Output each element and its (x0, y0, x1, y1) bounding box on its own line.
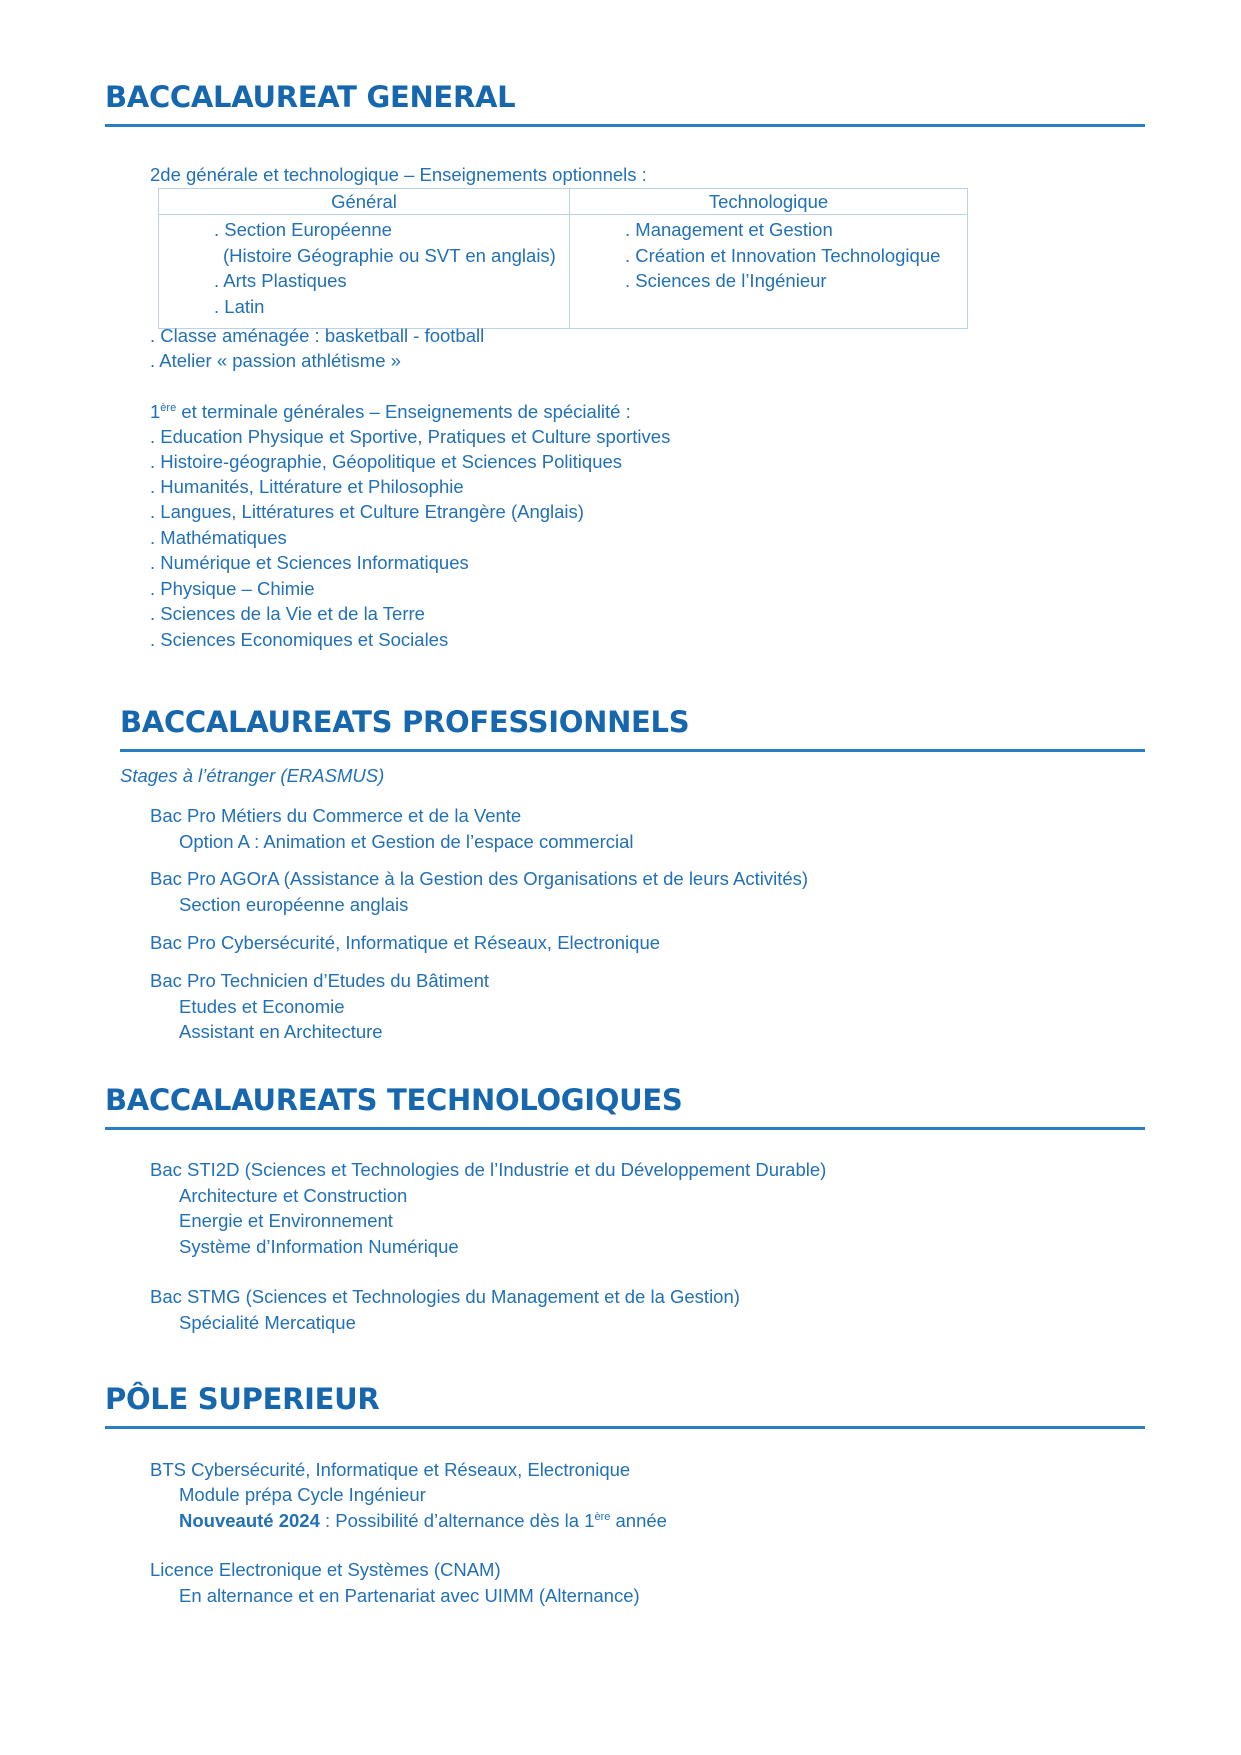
nouveaute-label: Nouveauté 2024 (179, 1510, 320, 1531)
list-item: Assistant en Architecture (179, 1021, 383, 1042)
list-item: . Sciences de la Vie et de la Terre (150, 603, 425, 624)
list-item: . Mathématiques (150, 527, 287, 548)
superscript: ère (160, 401, 177, 414)
list-item: . Histoire-géographie, Géopolitique et Sciences Politiques (150, 451, 623, 472)
list-item: Bac Pro Cybersécurité, Informatique et Réseaux, Electronique (150, 932, 661, 953)
general-options-cell (159, 215, 570, 329)
bts-title: BTS Cybersécurité, Informatique et Réseaux, Electronique (150, 1459, 631, 1480)
licence-detail: En alternance et en Partenariat avec UIMM (Alternance) (179, 1585, 640, 1606)
section-heading-pro: BACCALAUREATS PROFESSIONNELS (120, 705, 1145, 752)
list-item: (Histoire Géographie ou SVT en anglais) (223, 244, 556, 266)
list-item: Bac Pro Métiers du Commerce et de la Vente (150, 805, 522, 826)
licence-title: Licence Electronique et Systèmes (CNAM) (150, 1559, 501, 1580)
list-item: . Création et Innovation Technologique (625, 244, 941, 266)
list-item: . Education Physique et Sportive, Pratiques et Culture sportives (150, 426, 671, 447)
list-item: Energie et Environnement (179, 1210, 393, 1231)
list-item: . Sciences de l’Ingénieur (625, 270, 827, 291)
list-item: Option A : Animation et Gestion de l’espace commercial (179, 831, 634, 852)
list-item: Bac STI2D (Sciences et Technologies de l’Industrie et du Développement Durable) (150, 1159, 827, 1180)
list-item: . Numérique et Sciences Informatiques (150, 552, 469, 573)
section-heading-techno: BACCALAUREATS TECHNOLOGIQUES (105, 1083, 1145, 1130)
options-table (158, 188, 968, 329)
list-item: . Section Européenne (214, 219, 392, 240)
list-item: . Latin (214, 295, 265, 317)
techno-options-cell (570, 215, 968, 329)
section-heading-superieur: PÔLE SUPERIEUR (105, 1382, 1145, 1429)
list-item: . Sciences Economiques et Sociales (150, 629, 449, 650)
extra-classe-amenagee: . Classe aménagée : basketball - football (150, 325, 485, 346)
list-item: . Arts Plastiques (214, 270, 347, 291)
list-item: . Management et Gestion (625, 219, 833, 240)
extra-atelier: . Atelier « passion athlétisme » (150, 350, 401, 371)
table-header-general: Général (159, 189, 570, 215)
list-item: . Humanités, Littérature et Philosophie (150, 476, 464, 497)
list-item: . Langues, Littératures et Culture Etrangère (Anglais) (150, 501, 584, 522)
list-item: Spécialité Mercatique (179, 1312, 356, 1333)
list-item: Bac STMG (Sciences et Technologies du Management et de la Gestion) (150, 1286, 740, 1307)
section-heading-general: BACCALAUREAT GENERAL (105, 80, 1145, 127)
list-item: Architecture et Construction (179, 1185, 408, 1206)
list-item: Section européenne anglais (179, 894, 409, 915)
list-item: . Physique – Chimie (150, 578, 315, 599)
module-prepa: Module prépa Cycle Ingénieur (179, 1484, 426, 1505)
nouveaute-line: Nouveauté 2024 : Possibilité d’alternance dès la 1ère année (179, 1510, 667, 1531)
list-item: Bac Pro Technicien d’Etudes du Bâtiment (150, 970, 490, 991)
stages-etranger: Stages à l’étranger (ERASMUS) (120, 765, 385, 786)
table-header-technologique: Technologique (570, 189, 968, 215)
superscript: ère (594, 1510, 611, 1523)
list-item: Bac Pro AGOrA (Assistance à la Gestion des Organisations et de leurs Activités) (150, 868, 809, 889)
seconde-title: 2de générale et technologique – Enseignements optionnels : (150, 164, 647, 185)
list-item: Système d’Information Numérique (179, 1236, 459, 1257)
list-item: Etudes et Economie (179, 996, 345, 1017)
specialite-title: 1ère et terminale générales – Enseignements de spécialité : (150, 401, 631, 422)
